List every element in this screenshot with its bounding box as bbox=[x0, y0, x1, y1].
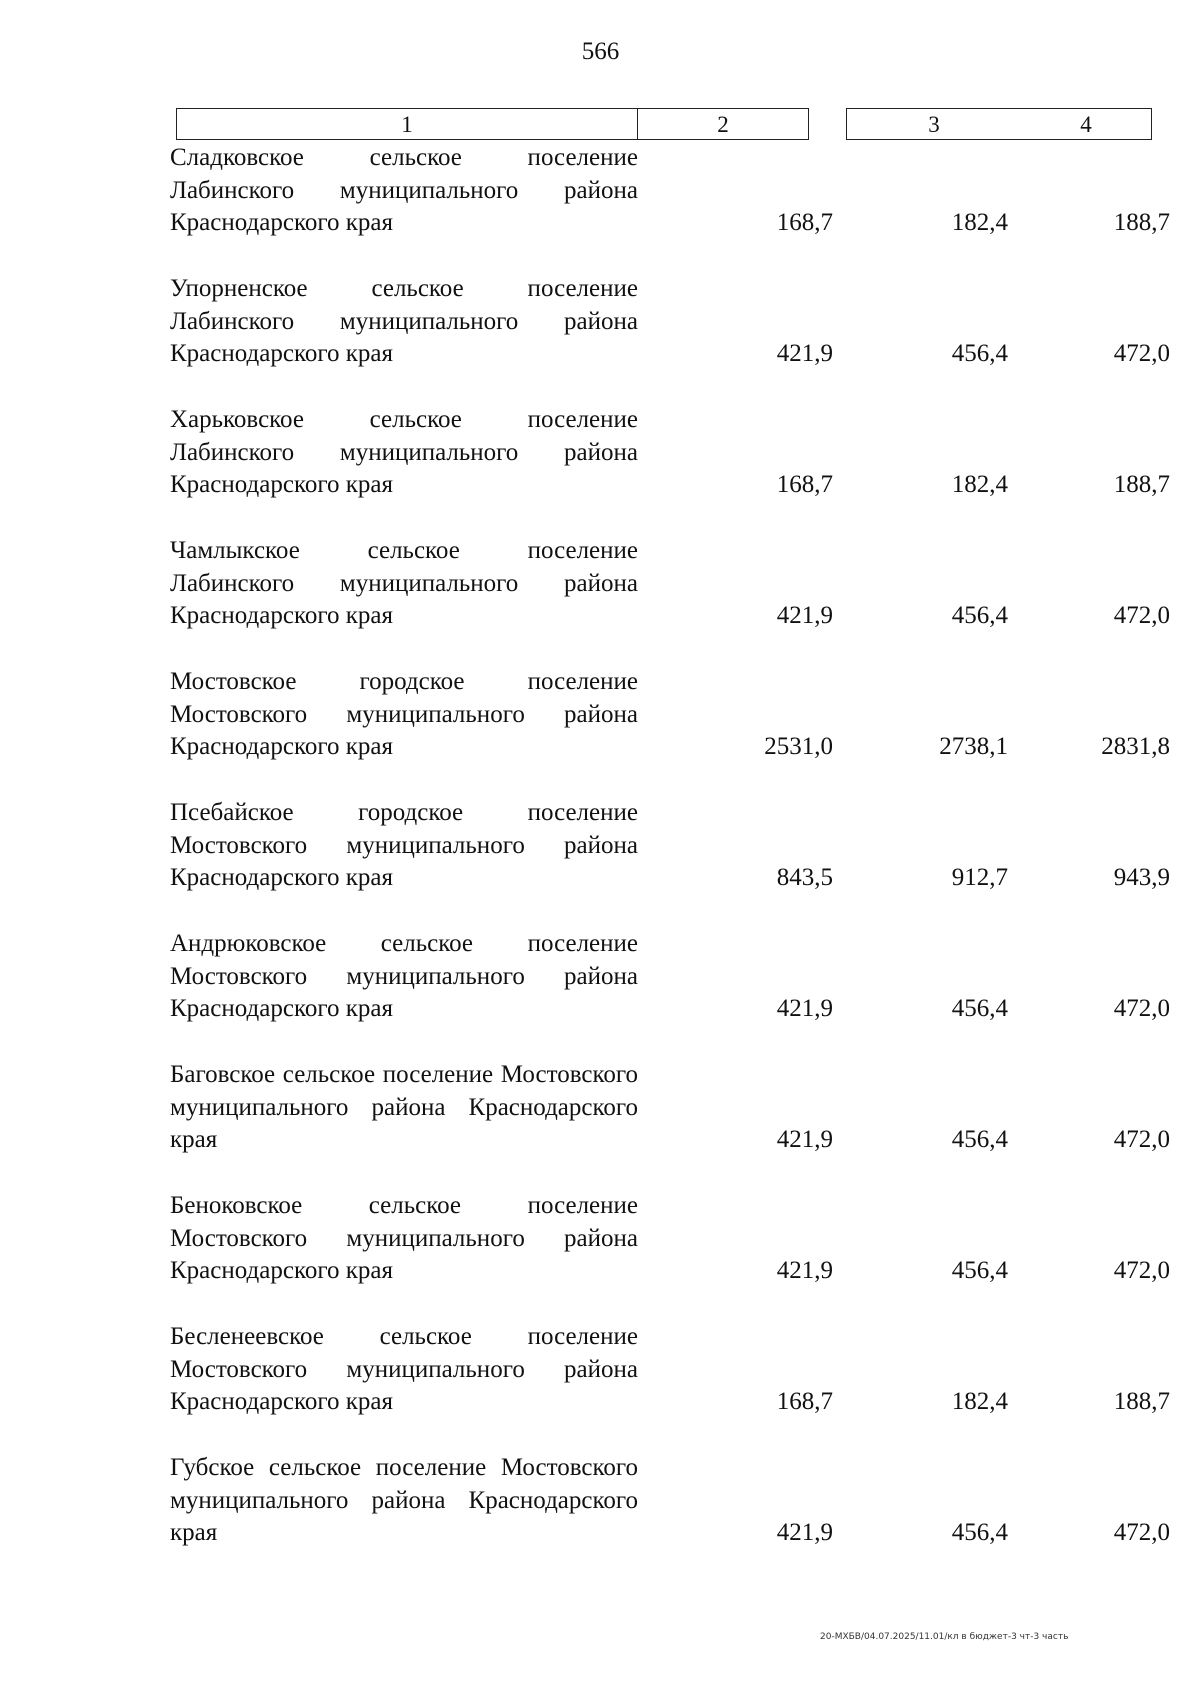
table-row bbox=[170, 1059, 1170, 1190]
value-col-2: 168,7 bbox=[776, 209, 833, 236]
value-col-4: 472,0 bbox=[1113, 340, 1170, 367]
value-col-2: 421,9 bbox=[776, 995, 833, 1022]
value-col-4: 472,0 bbox=[1113, 602, 1170, 629]
value-col-2: 421,9 bbox=[776, 1126, 833, 1153]
table-row bbox=[170, 797, 1170, 928]
value-col-4: 472,0 bbox=[1113, 1519, 1170, 1546]
table-row bbox=[170, 535, 1170, 666]
value-col-4: 472,0 bbox=[1113, 995, 1170, 1022]
value-col-2: 421,9 bbox=[776, 1519, 833, 1546]
value-col-3: 182,4 bbox=[951, 471, 1008, 498]
settlement-name: Харьковское сельское поселение Лабинского муниципального района Краснодарского края bbox=[170, 406, 638, 498]
value-col-2: 168,7 bbox=[776, 1388, 833, 1415]
table-row bbox=[170, 142, 1170, 273]
value-col-4: 472,0 bbox=[1113, 1257, 1170, 1284]
column-header-2: 2 bbox=[638, 108, 809, 140]
value-col-2: 843,5 bbox=[776, 864, 833, 891]
value-col-2: 2531,0 bbox=[764, 733, 833, 760]
column-header-1: 1 bbox=[176, 108, 638, 140]
value-col-3: 456,4 bbox=[951, 1519, 1008, 1546]
settlement-name: Псебайское городское поселение Мостовского муниципального района Краснодарского края bbox=[170, 799, 638, 891]
value-col-2: 421,9 bbox=[776, 1257, 833, 1284]
value-col-3: 456,4 bbox=[951, 995, 1008, 1022]
value-col-3: 182,4 bbox=[951, 209, 1008, 236]
value-col-4: 943,9 bbox=[1113, 864, 1170, 891]
settlement-name: Андрюковское сельское поселение Мостовского муниципального района Краснодарского края bbox=[170, 930, 638, 1022]
settlement-name: Бесленеевское сельское поселение Мостовского муниципального района Краснодарского края bbox=[170, 1323, 638, 1415]
table-row bbox=[170, 666, 1170, 797]
table-row bbox=[170, 1321, 1170, 1452]
value-col-4: 472,0 bbox=[1113, 1126, 1170, 1153]
column-header-3: 3 bbox=[846, 108, 1021, 140]
table-row bbox=[170, 928, 1170, 1059]
settlement-name: Сладковское сельское поселение Лабинского муниципального района Краснодарского края bbox=[170, 144, 638, 236]
value-col-2: 421,9 bbox=[776, 340, 833, 367]
table-row bbox=[170, 273, 1170, 404]
value-col-3: 182,4 bbox=[951, 1388, 1008, 1415]
table-row bbox=[170, 404, 1170, 535]
table-row bbox=[170, 1190, 1170, 1321]
value-col-2: 168,7 bbox=[776, 471, 833, 498]
table-body bbox=[170, 142, 1170, 1583]
settlement-name: Губское сельское поселение Мостовского муниципального района Краснодарского края bbox=[170, 1454, 638, 1546]
value-col-3: 456,4 bbox=[951, 602, 1008, 629]
value-col-3: 456,4 bbox=[951, 1257, 1008, 1284]
column-header-4: 4 bbox=[1021, 108, 1152, 140]
value-col-3: 2738,1 bbox=[939, 733, 1008, 760]
value-col-2: 421,9 bbox=[776, 602, 833, 629]
document-footer-code: 20-МХБВ/04.07.2025/11.01/кл в бюджет-3 чт-3 часть bbox=[820, 1632, 1069, 1642]
value-col-3: 456,4 bbox=[951, 340, 1008, 367]
settlement-name: Баговское сельское поселение Мостовского муниципального района Краснодарского края bbox=[170, 1061, 638, 1153]
table-row bbox=[170, 1452, 1170, 1583]
value-col-4: 188,7 bbox=[1113, 471, 1170, 498]
settlement-name: Беноковское сельское поселение Мостовского муниципального района Краснодарского края bbox=[170, 1192, 638, 1284]
page-number: 566 bbox=[581, 38, 620, 65]
settlement-name: Чамлыкское сельское поселение Лабинского муниципального района Краснодарского края bbox=[170, 537, 638, 629]
value-col-3: 456,4 bbox=[951, 1126, 1008, 1153]
settlement-name: Упорненское сельское поселение Лабинского муниципального района Краснодарского края bbox=[170, 275, 638, 367]
settlement-name: Мостовское городское поселение Мостовского муниципального района Краснодарского края bbox=[170, 668, 638, 760]
value-col-4: 188,7 bbox=[1113, 1388, 1170, 1415]
value-col-4: 2831,8 bbox=[1101, 733, 1170, 760]
table-header bbox=[176, 108, 1152, 142]
value-col-3: 912,7 bbox=[951, 864, 1008, 891]
value-col-4: 188,7 bbox=[1113, 209, 1170, 236]
